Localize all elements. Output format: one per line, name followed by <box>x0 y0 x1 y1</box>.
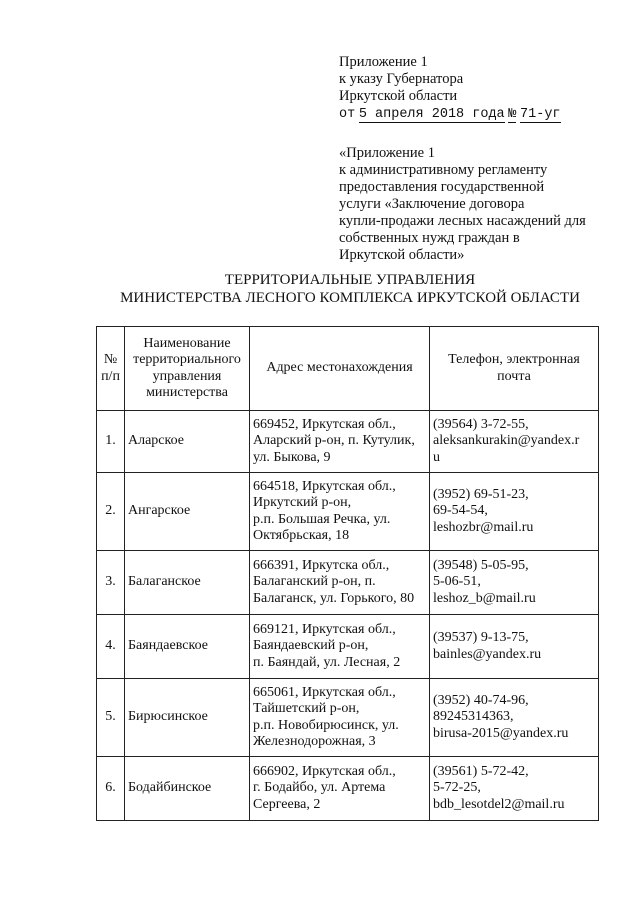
decree-number: 71-уг <box>520 107 561 122</box>
decree-date: 5 апреля 2018 года <box>358 107 505 122</box>
contact-line: (39548) 5-05-95, <box>433 557 529 573</box>
title-line: МИНИСТЕРСТВА ЛЕСНОГО КОМПЛЕКСА ИРКУТСКОЙ ОБЛАСТИ <box>120 290 580 306</box>
address-line: р.п. Большая Речка, ул. <box>253 511 391 527</box>
header-num <box>97 327 125 411</box>
office-contact <box>430 757 599 821</box>
office-address <box>250 615 430 679</box>
address-line: п. Баяндай, ул. Лесная, 2 <box>253 654 401 670</box>
appendix-line: к указу Губернатора <box>339 71 464 87</box>
address-line: Аларский р-он, п. Кутулик, <box>253 433 415 449</box>
office-address <box>250 551 430 615</box>
appendix-header <box>339 54 561 123</box>
row-number: 4. <box>97 615 125 679</box>
office-name: Аларское <box>125 411 250 473</box>
header-name: Наименование территориального управления министерства <box>125 327 250 411</box>
contact-line: 89245314363, <box>433 709 514 725</box>
row-number: 6. <box>97 757 125 821</box>
contact-line: (39564) 3-72-55, <box>433 416 529 432</box>
regulation-line: услуги «Заключение договора <box>339 196 525 212</box>
address-line: Тайшетский р-он, <box>253 701 360 716</box>
address-line: 664518, Иркутская обл., <box>253 478 396 494</box>
contact-line: 5-72-25, <box>433 780 481 796</box>
office-contact <box>430 615 599 679</box>
address-line: р.п. Новобирюсинск, ул. <box>253 717 399 733</box>
address-line: Октябрьская, 18 <box>253 528 350 543</box>
address-line: 666391, Иркутска обл., <box>253 557 390 573</box>
address-line: 669452, Иркутская обл., <box>253 416 396 432</box>
table-row <box>97 551 599 615</box>
office-contact <box>430 679 599 757</box>
office-name: Балаганское <box>125 551 250 615</box>
table-row <box>97 679 599 757</box>
address-line: 666902, Иркутская обл., <box>253 763 396 779</box>
regulation-appendix <box>339 145 604 264</box>
address-line: Иркутский р-он, <box>253 495 352 510</box>
table-row <box>97 411 599 473</box>
header-num-label: п/п <box>101 368 120 384</box>
contact-line: bainles@yandex.ru <box>433 646 542 662</box>
office-address <box>250 473 430 551</box>
regulation-line: Иркутской области» <box>339 247 465 263</box>
office-name: Ангарское <box>125 473 250 551</box>
address-line: Железнодорожная, 3 <box>253 734 376 749</box>
table-row <box>97 615 599 679</box>
contact-line: 5-06-51, <box>433 574 481 590</box>
contact-line: bdb_lesotdel2@mail.ru <box>433 796 565 812</box>
address-line: ул. Быкова, 9 <box>253 449 331 465</box>
contact-line: birusa-2015@yandex.ru <box>433 725 569 741</box>
office-name: Баяндаевское <box>125 615 250 679</box>
header-address: Адрес местонахождения <box>250 327 430 411</box>
address-line: Баяндаевский р-он, <box>253 638 369 654</box>
decree-date-line <box>339 105 561 123</box>
regulation-line: предоставления государственной <box>339 179 545 195</box>
offices-table <box>96 326 599 821</box>
header-num-sign: № <box>103 352 118 367</box>
table-row <box>97 757 599 821</box>
appendix-line: Иркутской области <box>339 88 458 104</box>
office-address <box>250 757 430 821</box>
office-name: Бодайбинское <box>125 757 250 821</box>
row-number: 3. <box>97 551 125 615</box>
regulation-line: собственных нужд граждан в <box>339 230 520 246</box>
header-contact: Телефон, электронная почта <box>430 327 599 411</box>
title-line: ТЕРРИТОРИАЛЬНЫЕ УПРАВЛЕНИЯ <box>224 272 476 288</box>
row-number: 2. <box>97 473 125 551</box>
table-header-row <box>97 327 599 411</box>
contact-line: leshozbr@mail.ru <box>433 519 534 535</box>
address-line: Балаганск, ул. Горького, 80 <box>253 590 415 606</box>
office-address <box>250 679 430 757</box>
contact-line: 69-54-54, <box>433 503 488 519</box>
contact-line: leshoz_b@mail.ru <box>433 590 536 606</box>
contact-line: (39561) 5-72-42, <box>433 763 529 779</box>
office-contact <box>430 551 599 615</box>
address-line: г. Бодайбо, ул. Артема <box>253 780 386 796</box>
contact-line: (3952) 69-51-23, <box>433 486 529 502</box>
document-title <box>90 271 610 307</box>
table-row <box>97 473 599 551</box>
office-contact <box>430 411 599 473</box>
office-contact <box>430 473 599 551</box>
contact-line: u <box>433 449 440 465</box>
office-address <box>250 411 430 473</box>
decree-prefix: от <box>339 107 356 122</box>
address-line: Балаганский р-он, п. <box>253 574 376 590</box>
contact-line: (39537) 9-13-75, <box>433 630 529 645</box>
address-line: 669121, Иркутская обл., <box>253 621 396 637</box>
row-number: 1. <box>97 411 125 473</box>
address-line: 665061, Иркутская обл., <box>253 684 396 700</box>
contact-line: (3952) 40-74-96, <box>433 692 529 708</box>
regulation-line: к административному регламенту <box>339 162 548 178</box>
row-number: 5. <box>97 679 125 757</box>
contact-line: aleksankurakin@yandex.r <box>433 433 580 449</box>
regulation-line: «Приложение 1 <box>339 145 435 161</box>
appendix-line: Приложение 1 <box>339 54 428 70</box>
address-line: Сергеева, 2 <box>253 796 321 812</box>
decree-number-sign: № <box>508 107 517 122</box>
office-name: Бирюсинское <box>125 679 250 757</box>
regulation-line: купли-продажи лесных насаждений для <box>339 213 586 229</box>
